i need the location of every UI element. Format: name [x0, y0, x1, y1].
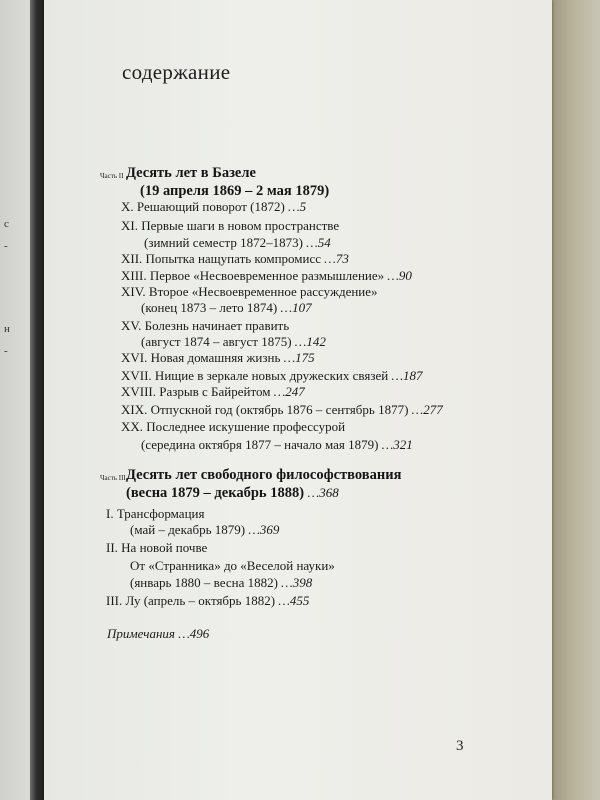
entry-page: …247: [273, 384, 305, 399]
part-title: Десять лет свободного философствования: [126, 467, 402, 483]
entry-page: …54: [306, 235, 331, 250]
page-number: 3: [456, 738, 464, 754]
entry-text: (зимний семестр 1872–1873): [144, 235, 303, 250]
toc-entry: [141, 334, 326, 350]
toc-entry: [106, 593, 309, 609]
book-page: [44, 0, 552, 800]
left-page-fragment: н: [4, 323, 10, 335]
part-title: Десять лет в Базеле: [126, 165, 256, 181]
book-spine: [30, 0, 44, 800]
toc-entry: [121, 251, 349, 267]
part-label: Часть III: [100, 474, 126, 482]
entry-text: XVIII. Разрыв с Байрейтом: [121, 384, 271, 399]
entry-text: XIII. Первое «Несвоевременное размышление»: [121, 268, 385, 283]
toc-entry: [141, 300, 312, 316]
entry-text: XVII. Нищие в зеркале новых дружеских связей: [121, 368, 389, 383]
entry-page: …398: [281, 575, 313, 590]
part-dates: [126, 485, 339, 502]
part-dates-text: (весна 1879 – декабрь 1888): [126, 485, 305, 501]
entry-page: …73: [324, 251, 349, 266]
entry-text: XII. Попытка нащупать компромисс: [121, 251, 322, 266]
toc-entry: [121, 268, 412, 284]
entry-page: …175: [283, 350, 315, 365]
entry-page: …496: [178, 626, 210, 641]
toc-entry: [121, 384, 305, 400]
toc-entry: [106, 540, 207, 556]
toc-entry: [144, 235, 331, 251]
entry-text: XX. Последнее искушение профессурой: [121, 419, 346, 434]
entry-page: …142: [294, 334, 326, 349]
entry-page: …455: [278, 593, 310, 608]
entry-text: III. Лу (апрель – октябрь 1882): [106, 593, 276, 608]
entry-text: XIX. Отпускной год (октябрь 1876 – сентябрь 1877): [121, 402, 409, 417]
toc-entry: [121, 199, 306, 215]
toc-entry: [130, 522, 279, 538]
entry-text: Примечания: [107, 626, 175, 641]
entry-text: XIV. Второе «Несвоевременное рассуждение»: [121, 284, 378, 299]
entry-text: II. На новой почве: [106, 540, 208, 555]
left-page-fragment: -: [4, 345, 8, 357]
entry-page: …107: [280, 300, 312, 315]
toc-entry: [121, 284, 378, 300]
entry-page: …277: [411, 402, 443, 417]
toc-entry: [141, 437, 413, 453]
toc-entry: [121, 419, 345, 435]
left-page-fragment: -: [4, 240, 8, 252]
entry-text: (август 1874 – август 1875): [141, 334, 292, 349]
entry-text: XI. Первые шаги в новом пространстве: [121, 218, 340, 233]
entry-page: …90: [387, 268, 412, 283]
left-page-fragment: с: [4, 218, 9, 230]
toc-entry: [121, 350, 315, 366]
entry-text: (май – декабрь 1879): [130, 522, 246, 537]
entry-text: X. Решающий поворот (1872): [121, 199, 285, 214]
entry-text: I. Трансформация: [106, 506, 205, 521]
toc-entry: [130, 558, 335, 574]
page-title: содержание: [122, 60, 231, 84]
entry-text: XVI. Новая домашняя жизнь: [121, 350, 281, 365]
entry-page: …369: [248, 522, 280, 537]
toc-entry: [121, 318, 289, 334]
entry-page: …321: [381, 437, 413, 452]
toc-entry: [121, 368, 423, 384]
entry-text: XV. Болезнь начинает править: [121, 318, 290, 333]
entry-text: От «Странника» до «Веселой науки»: [130, 558, 335, 573]
part-label: Часть II: [100, 172, 124, 180]
right-page-edge: [552, 0, 600, 800]
entry-text: (январь 1880 – весна 1882): [130, 575, 278, 590]
entry-page: …368: [307, 485, 339, 500]
toc-entry: [130, 575, 312, 591]
entry-page: …5: [288, 199, 307, 214]
notes-entry: [107, 626, 209, 642]
toc-entry: [121, 218, 339, 234]
entry-page: …187: [391, 368, 423, 383]
entry-text: (конец 1873 – лето 1874): [141, 300, 278, 315]
toc-entry: [106, 506, 204, 522]
entry-text: (середина октября 1877 – начало мая 1879): [141, 437, 379, 452]
part-dates: (19 апреля 1869 – 2 мая 1879): [140, 183, 330, 199]
toc-entry: [121, 402, 443, 418]
